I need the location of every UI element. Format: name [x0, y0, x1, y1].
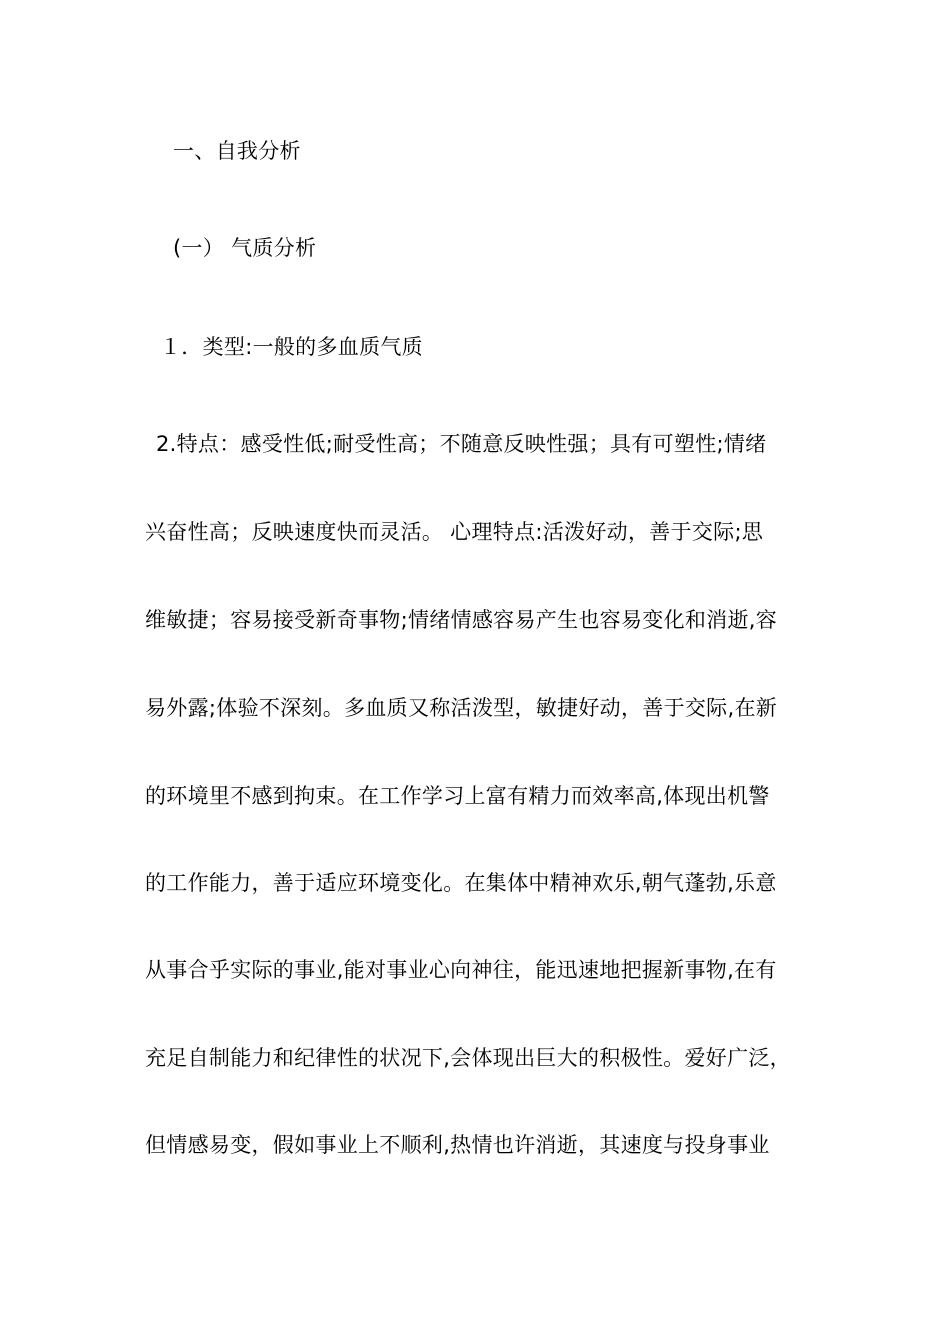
paragraph-line: 维敏捷；容易接受新奇事物;情绪情感容易产生也容易变化和消逝,容	[145, 608, 778, 632]
subsection-heading: (一） 气质分析	[173, 236, 317, 260]
list-item-type: １．类型:一般的多血质气质	[160, 335, 423, 359]
section-heading: 一、自我分析	[173, 139, 301, 163]
paragraph-line: 从事合乎实际的事业,能对事业心向神往，能迅速地把握新事物,在有	[145, 958, 777, 982]
paragraph-line: 兴奋性高；反映速度快而灵活。 心理特点:活泼好动，善于交际;思	[145, 520, 764, 544]
paragraph-line: 充足自制能力和纪律性的状况下,会体现出巨大的积极性。爱好广泛，	[145, 1046, 791, 1070]
paragraph-line: 的环境里不感到拘束。在工作学习上富有精力而效率高,体现出机警	[145, 784, 770, 808]
paragraph-line: 2.特点：感受性低;耐受性高；不随意反映性强；具有可塑性;情绪	[156, 432, 767, 456]
paragraph-line: 但情感易变，假如事业上不顺利,热情也许消逝，其速度与投身事业	[145, 1133, 770, 1157]
paragraph-line: 的工作能力，善于适应环境变化。在集体中精神欢乐,朝气蓬勃,乐意	[145, 871, 777, 895]
paragraph-line: 易外露;体验不深刻。多血质又称活泼型，敏捷好动，善于交际,在新	[145, 696, 778, 720]
